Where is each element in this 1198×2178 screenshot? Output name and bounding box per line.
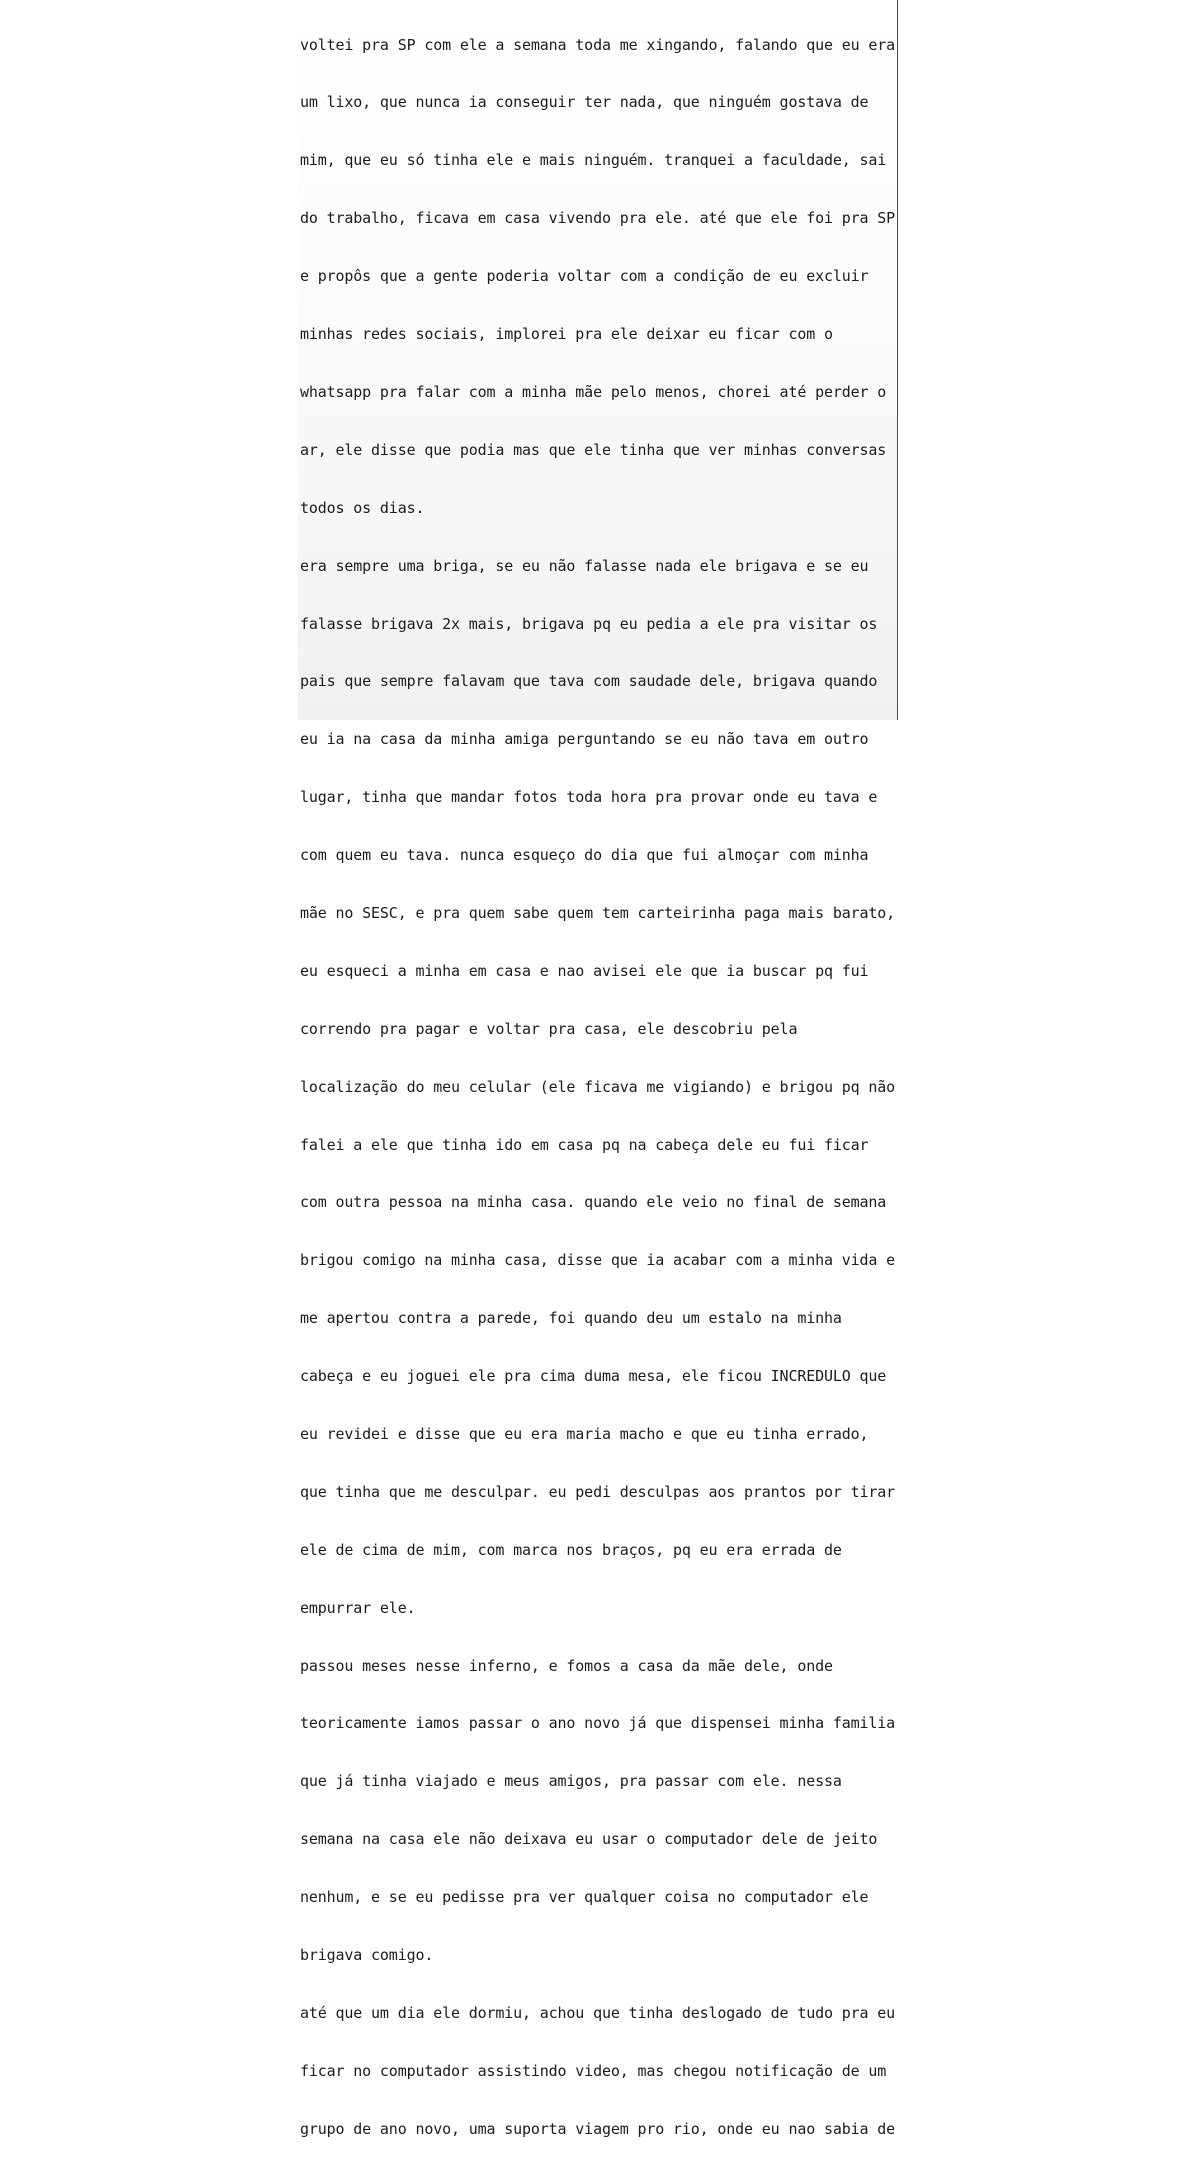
text-line: minhas redes sociais, implorei pra ele deixar eu ficar com o xyxy=(300,325,833,344)
text-line: brigou comigo na minha casa, disse que ia acabar com a minha vida e xyxy=(300,1251,896,1270)
text-line: com outra pessoa na minha casa. quando ele veio no final de semana xyxy=(300,1193,887,1212)
text-line: eu revidei e disse que eu era maria macho e que eu tinha errado, xyxy=(300,1424,869,1443)
text-line: falasse brigava 2x mais, brigava pq eu pedia a ele pra visitar os xyxy=(300,614,878,633)
text-line: nenhum, e se eu pedisse pra ver qualquer coisa no computador ele xyxy=(300,1888,869,1907)
text-line: pais que sempre falavam que tava com saudade dele, brigava quando xyxy=(300,672,878,691)
text-line: correndo pra pagar e voltar pra casa, ele descobriu pela xyxy=(300,1019,798,1038)
text-line: semana na casa ele não deixava eu usar o computador dele de jeito xyxy=(300,1830,878,1849)
text-line: mãe no SESC, e pra quem sabe quem tem carteirinha paga mais barato, xyxy=(300,903,896,922)
text-line: mim, que eu só tinha ele e mais ninguém. tranquei a faculdade, sai xyxy=(300,151,887,170)
text-line: eu ia na casa da minha amiga perguntando se eu não tava em outro xyxy=(300,730,869,749)
text-line: ar, ele disse que podia mas que ele tinha que ver minhas conversas xyxy=(300,440,887,459)
document-panel xyxy=(298,0,898,2138)
text-line: era sempre uma briga, se eu não falasse nada ele brigava e se eu xyxy=(300,556,869,575)
text-line: falei a ele que tinha ido em casa pq na cabeça dele eu fui ficar xyxy=(300,1135,869,1154)
text-line: todos os dias. xyxy=(300,498,425,517)
text-line: do trabalho, ficava em casa vivendo pra ele. até que ele foi pra SP xyxy=(300,209,896,228)
text-line: que tinha que me desculpar. eu pedi desculpas aos prantos por tirar xyxy=(300,1482,896,1501)
text-line: que já tinha viajado e meus amigos, pra passar com ele. nessa xyxy=(300,1772,842,1791)
text-line: com quem eu tava. nunca esqueço do dia que fui almoçar com minha xyxy=(300,846,869,865)
text-line: eu esqueci a minha em casa e nao avisei ele que ia buscar pq fui xyxy=(300,961,869,980)
text-line: e propôs que a gente poderia voltar com a condição de eu excluir xyxy=(300,267,869,286)
text-line: grupo de ano novo, uma suporta viagem pro rio, onde eu nao sabia de xyxy=(300,2119,896,2138)
text-line: ele de cima de mim, com marca nos braços, pq eu era errada de xyxy=(300,1540,842,1559)
text-line: passou meses nesse inferno, e fomos a casa da mãe dele, onde xyxy=(300,1656,833,1675)
text-line: localização do meu celular (ele ficava me vigiando) e brigou pq não xyxy=(300,1077,896,1096)
text-line: teoricamente iamos passar o ano novo já que dispensei minha familia xyxy=(300,1714,896,1733)
document-text xyxy=(300,0,896,2178)
text-line: ficar no computador assistindo video, mas chegou notificação de um xyxy=(300,2061,887,2080)
text-line: voltei pra SP com ele a semana toda me xingando, falando que eu era xyxy=(300,35,896,54)
text-line: até que um dia ele dormiu, achou que tinha deslogado de tudo pra eu xyxy=(300,2003,896,2022)
text-line: whatsapp pra falar com a minha mãe pelo menos, chorei até perder o xyxy=(300,382,887,401)
text-line: brigava comigo. xyxy=(300,1945,434,1964)
text-line: lugar, tinha que mandar fotos toda hora pra provar onde eu tava e xyxy=(300,788,878,807)
text-line: empurrar ele. xyxy=(300,1598,416,1617)
text-line: um lixo, que nunca ia conseguir ter nada, que ninguém gostava de xyxy=(300,93,869,112)
text-line: cabeça e eu joguei ele pra cima duma mesa, ele ficou INCREDULO que xyxy=(300,1367,887,1386)
text-line: me apertou contra a parede, foi quando deu um estalo na minha xyxy=(300,1309,842,1328)
